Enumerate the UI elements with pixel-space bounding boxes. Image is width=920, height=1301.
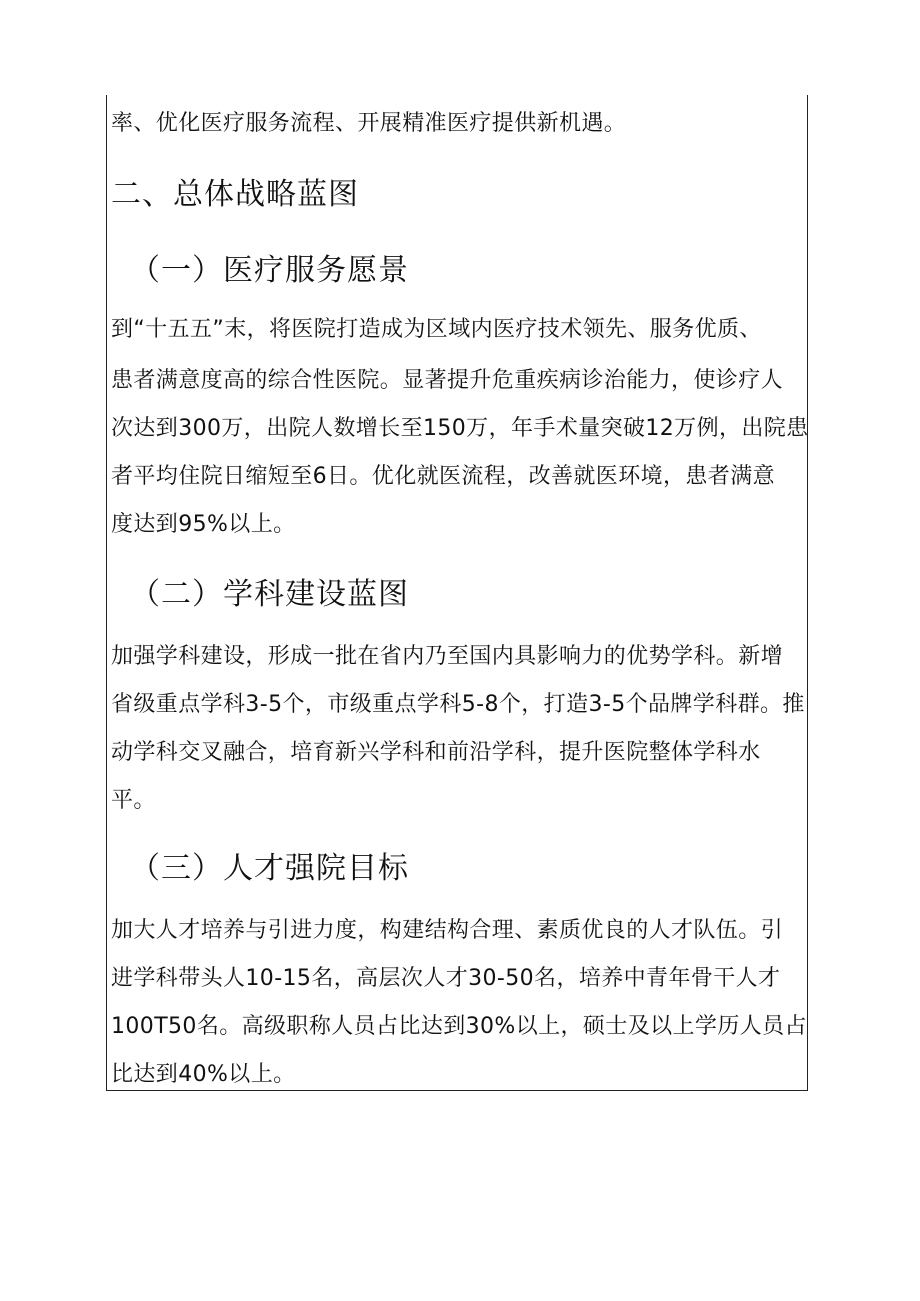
talent-text-line-1: 加大人才培养与引进力度，构建结构合理、素质优良的人才队伍。引	[111, 918, 784, 943]
talent-text-line-2: 进学科带头人10-15名，高层次人才30-50名，培养中青年骨干人才	[111, 966, 781, 991]
subsection-heading-vision: （一）医疗服务愿景	[130, 253, 409, 288]
vision-text-line-1: 到“十五五”末，将医院打造成为区域内医疗技术领先、服务优质、	[111, 317, 762, 342]
vision-text-line-4: 者平均住院日缩短至6日。优化就医流程，改善就医环境，患者满意	[111, 464, 775, 489]
intro-text-line: 率、优化医疗服务流程、开展精准医疗提供新机遇。	[111, 111, 627, 136]
discipline-text-line-2: 省级重点学科3-5个，市级重点学科5-8个，打造3-5个品牌学科群。推	[111, 692, 805, 717]
subsection-heading-talent: （三）人才强院目标	[130, 851, 409, 886]
discipline-text-line-3: 动学科交叉融合，培育新兴学科和前沿学科，提升医院整体学科水	[111, 740, 761, 765]
vision-text-line-3: 次达到300万，出院人数增长至150万，年手术量突破12万例，出院患	[111, 416, 809, 441]
section-heading: 二、总体战略蓝图	[111, 177, 359, 212]
discipline-text-line-4: 平。	[111, 788, 156, 813]
discipline-text-line-1: 加强学科建设，形成一批在省内乃至国内具影响力的优势学科。新增	[111, 644, 784, 669]
vision-text-line-2: 患者满意度高的综合性医院。显著提升危重疾病诊治能力，使诊疗人	[111, 368, 784, 393]
talent-text-line-3: 100T50名。高级职称人员占比达到30%以上，硕士及以上学历人员占	[111, 1014, 807, 1039]
vision-text-line-5: 度达到95%以上。	[111, 512, 296, 537]
talent-text-line-4: 比达到40%以上。	[111, 1062, 296, 1087]
subsection-heading-discipline: （二）学科建设蓝图	[130, 577, 409, 612]
